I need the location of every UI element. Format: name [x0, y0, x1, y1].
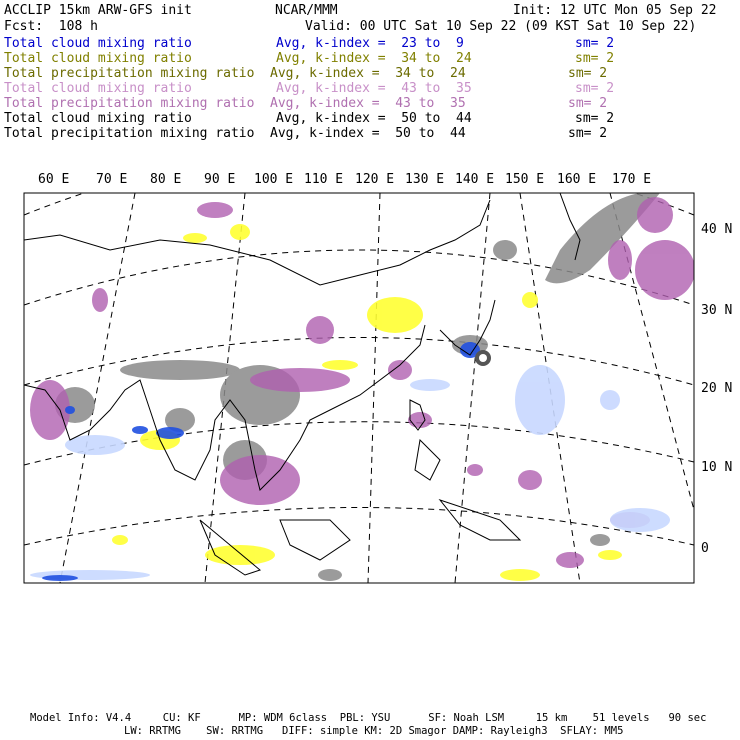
- field-name: Total precipitation mixing ratio: [4, 96, 255, 111]
- field-sm: sm= 2: [568, 126, 608, 141]
- field-desc: Avg, k-index = 34 to 24: [270, 66, 466, 81]
- field-sm: sm= 2: [568, 96, 608, 111]
- field-sm: sm= 2: [575, 81, 615, 96]
- field-sm: sm= 2: [575, 51, 615, 66]
- lon-label: 90 E: [204, 172, 236, 187]
- field-desc: Avg, k-index = 50 to 44: [270, 126, 466, 141]
- lon-label: 160 E: [557, 172, 597, 187]
- forecast-hour: Fcst: 108 h: [4, 19, 98, 34]
- field-sm: sm= 2: [575, 36, 615, 51]
- plot-title: ACCLIP 15km ARW-GFS init: [4, 3, 192, 18]
- lat-label: 40 N: [701, 222, 733, 237]
- field-name: Total precipitation mixing ratio: [4, 66, 255, 81]
- lon-label: 170 E: [612, 172, 652, 187]
- field-name: Total cloud mixing ratio: [4, 36, 192, 51]
- lon-label: 150 E: [505, 172, 545, 187]
- field-name: Total cloud mixing ratio: [4, 51, 192, 66]
- map-area: [24, 148, 695, 584]
- lon-label: 60 E: [38, 172, 70, 187]
- field-desc: Avg, k-index = 34 to 24: [276, 51, 472, 66]
- field-desc: Avg, k-index = 43 to 35: [276, 81, 472, 96]
- field-name: Total precipitation mixing ratio: [4, 126, 255, 141]
- valid-time: Valid: 00 UTC Sat 10 Sep 22 (09 KST Sat 10 Sep 22): [305, 19, 697, 34]
- field-name: Total cloud mixing ratio: [4, 81, 192, 96]
- lon-label: 110 E: [304, 172, 344, 187]
- init-time: Init: 12 UTC Mon 05 Sep 22: [513, 3, 717, 18]
- lon-label: 120 E: [355, 172, 395, 187]
- lon-label: 100 E: [254, 172, 294, 187]
- field-name: Total cloud mixing ratio: [4, 111, 192, 126]
- lon-label: 80 E: [150, 172, 182, 187]
- organization-label: NCAR/MMM: [275, 3, 338, 18]
- model-info-line1: Model Info: V4.4 CU: KF MP: WDM 6class PBL: YSU SF: Noah LSM 15 km 51 levels 90 sec: [30, 712, 707, 724]
- lon-label: 70 E: [96, 172, 128, 187]
- lat-label: 0: [701, 541, 709, 556]
- field-sm: sm= 2: [568, 66, 608, 81]
- lon-label: 140 E: [455, 172, 495, 187]
- field-desc: Avg, k-index = 23 to 9: [276, 36, 464, 51]
- lat-label: 10 N: [701, 460, 733, 475]
- field-sm: sm= 2: [575, 111, 615, 126]
- model-info-line2: LW: RRTMG SW: RRTMG DIFF: simple KM: 2D Smagor DAMP: Rayleigh3 SFLAY: MM5: [124, 725, 624, 737]
- lat-label: 20 N: [701, 381, 733, 396]
- lat-label: 30 N: [701, 303, 733, 318]
- lon-label: 130 E: [405, 172, 445, 187]
- field-desc: Avg, k-index = 43 to 35: [270, 96, 466, 111]
- field-desc: Avg, k-index = 50 to 44: [276, 111, 472, 126]
